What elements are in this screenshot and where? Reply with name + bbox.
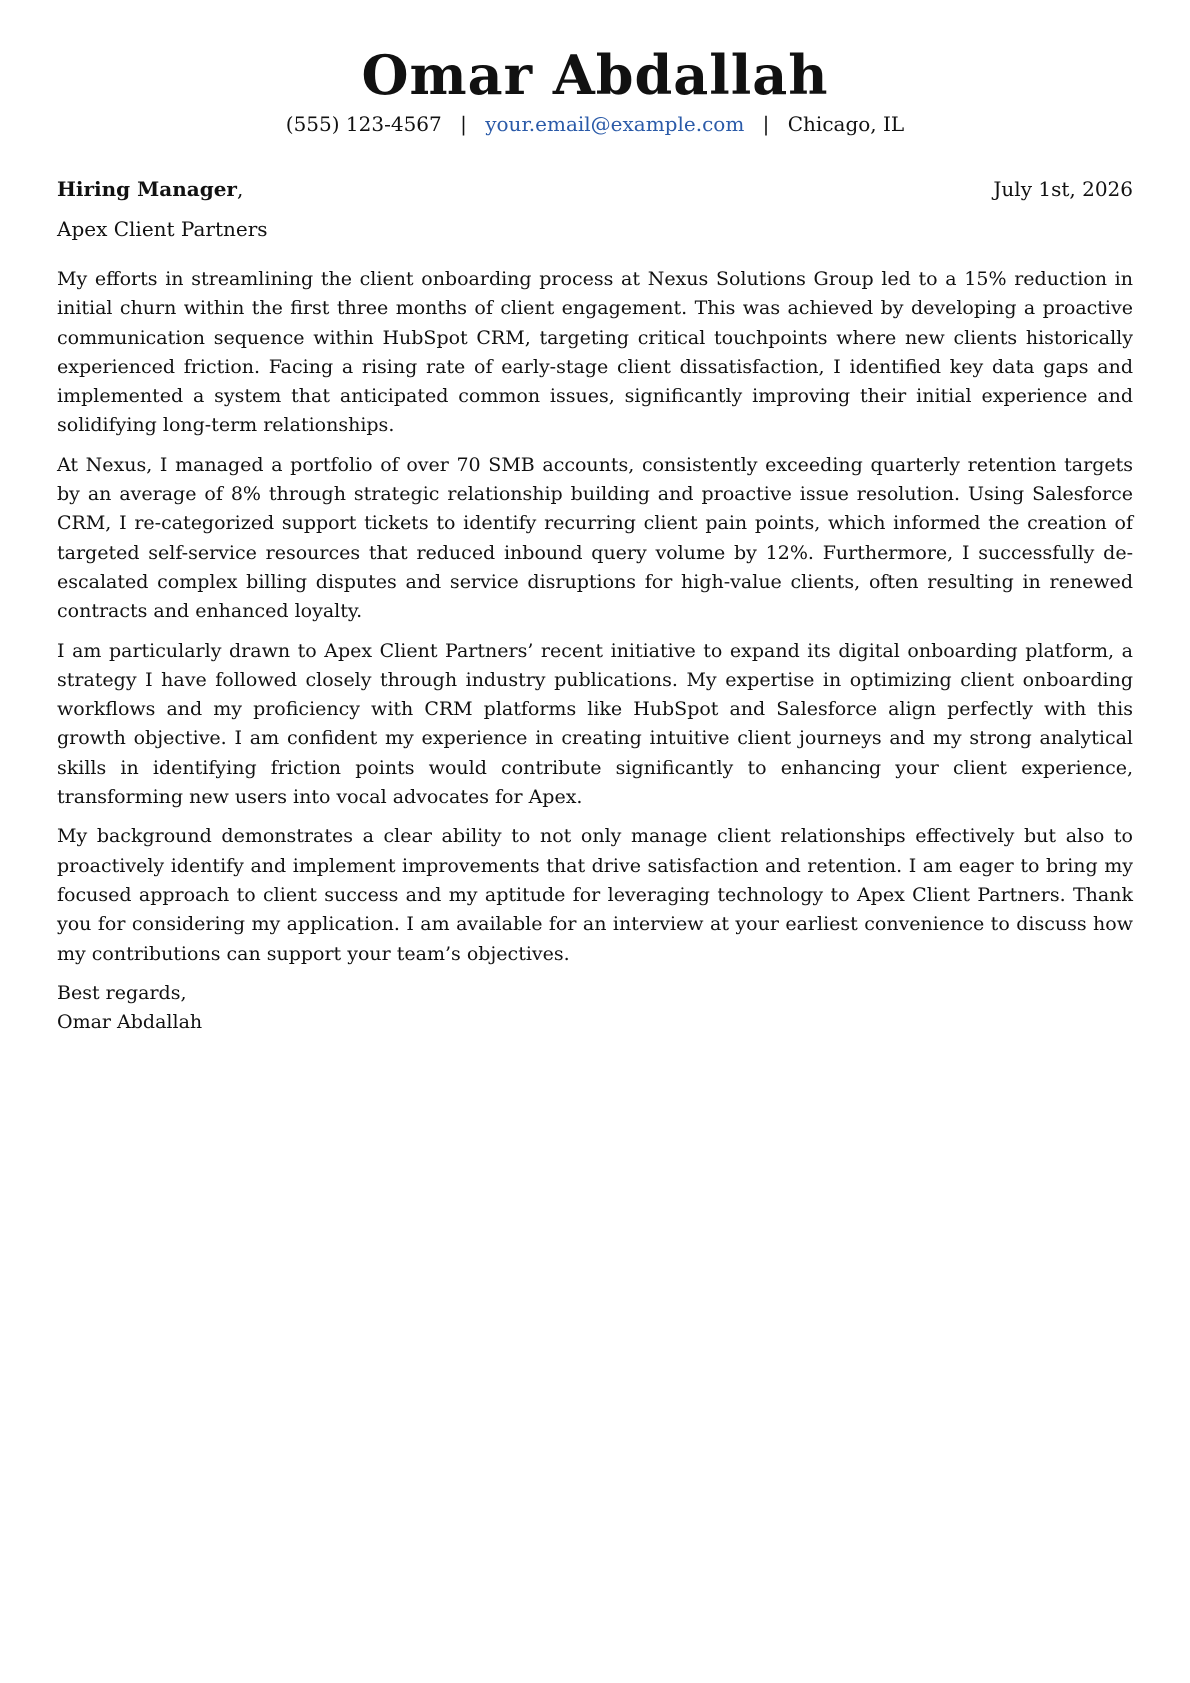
letter-date: July 1st, 2026 xyxy=(993,177,1133,201)
closing-salutation: Best regards, xyxy=(57,981,187,1004)
cover-letter-page xyxy=(57,0,1133,1683)
body-paragraph: My background demonstrates a clear ability to not only manage client relationships effectively but also to proactively identify and implement improvements that drive satisfaction and retention. I am eager to bring my focused approach to client success and my aptitude for leveraging technology to Apex Client Partners. Thank you for considering my application. I am available for an interview at your earliest convenience to discuss how my contributions can support your team’s objectives. xyxy=(57,825,1133,965)
body-paragraph: I am particularly drawn to Apex Client Partners’ recent initiative to expand its digital onboarding platform, a strategy I have followed closely through industry publications. My expertise in optimizing client onboarding workflows and my proficiency with CRM platforms like HubSpot and Salesforce align perfectly with this growth objective. I am confident my experience in creating intuitive client journeys and my strong analytical skills in identifying friction points would contribute significantly to enhancing your client experience, transforming new users into vocal advocates for Apex. xyxy=(57,639,1133,809)
letter-body xyxy=(57,265,1133,969)
email-link[interactable]: your.email@example.com xyxy=(485,112,745,136)
recipient-greeting xyxy=(57,175,243,203)
body-paragraph: My efforts in streamlining the client onboarding process at Nexus Solutions Group led to a 15% reduction in initial churn within the first three months of client engagement. This was achieved by developing a proactive communication sequence within HubSpot CRM, targeting critical touchpoints where new clients historically experienced friction. Facing a rising rate of early-stage client dissatisfaction, I identified key data gaps and implemented a system that anticipated common issues, significantly improving their initial experience and solidifying long-term relationships. xyxy=(57,268,1133,437)
applicant-name: Omar Abdallah xyxy=(361,43,829,107)
letter-closing xyxy=(57,979,1133,1038)
recipient-company: Apex Client Partners xyxy=(57,217,268,241)
location: Chicago, IL xyxy=(787,112,905,136)
recipient-date-row xyxy=(57,175,1133,203)
contact-separator: | xyxy=(762,112,770,136)
recipient-title: Hiring Manager xyxy=(57,177,237,201)
body-paragraph: At Nexus, I managed a portfolio of over 70 SMB accounts, consistently exceeding quarterly retention targets by an average of 8% through strategic relationship building and proactive issue resolution. Using Salesforce CRM, I re-categorized support tickets to identify recurring client pain points, which informed the creation of targeted self-service resources that reduced inbound query volume by 12%. Furthermore, I successfully de-escalated complex billing disputes and service disruptions for high-value clients, often resulting in renewed contracts and enhanced loyalty. xyxy=(57,453,1133,623)
recipient-title-suffix: , xyxy=(236,177,244,201)
phone-number: (555) 123-4567 xyxy=(285,112,442,136)
contact-separator: | xyxy=(460,112,467,136)
contact-line xyxy=(57,110,1133,138)
signature-name: Omar Abdallah xyxy=(57,1011,203,1034)
